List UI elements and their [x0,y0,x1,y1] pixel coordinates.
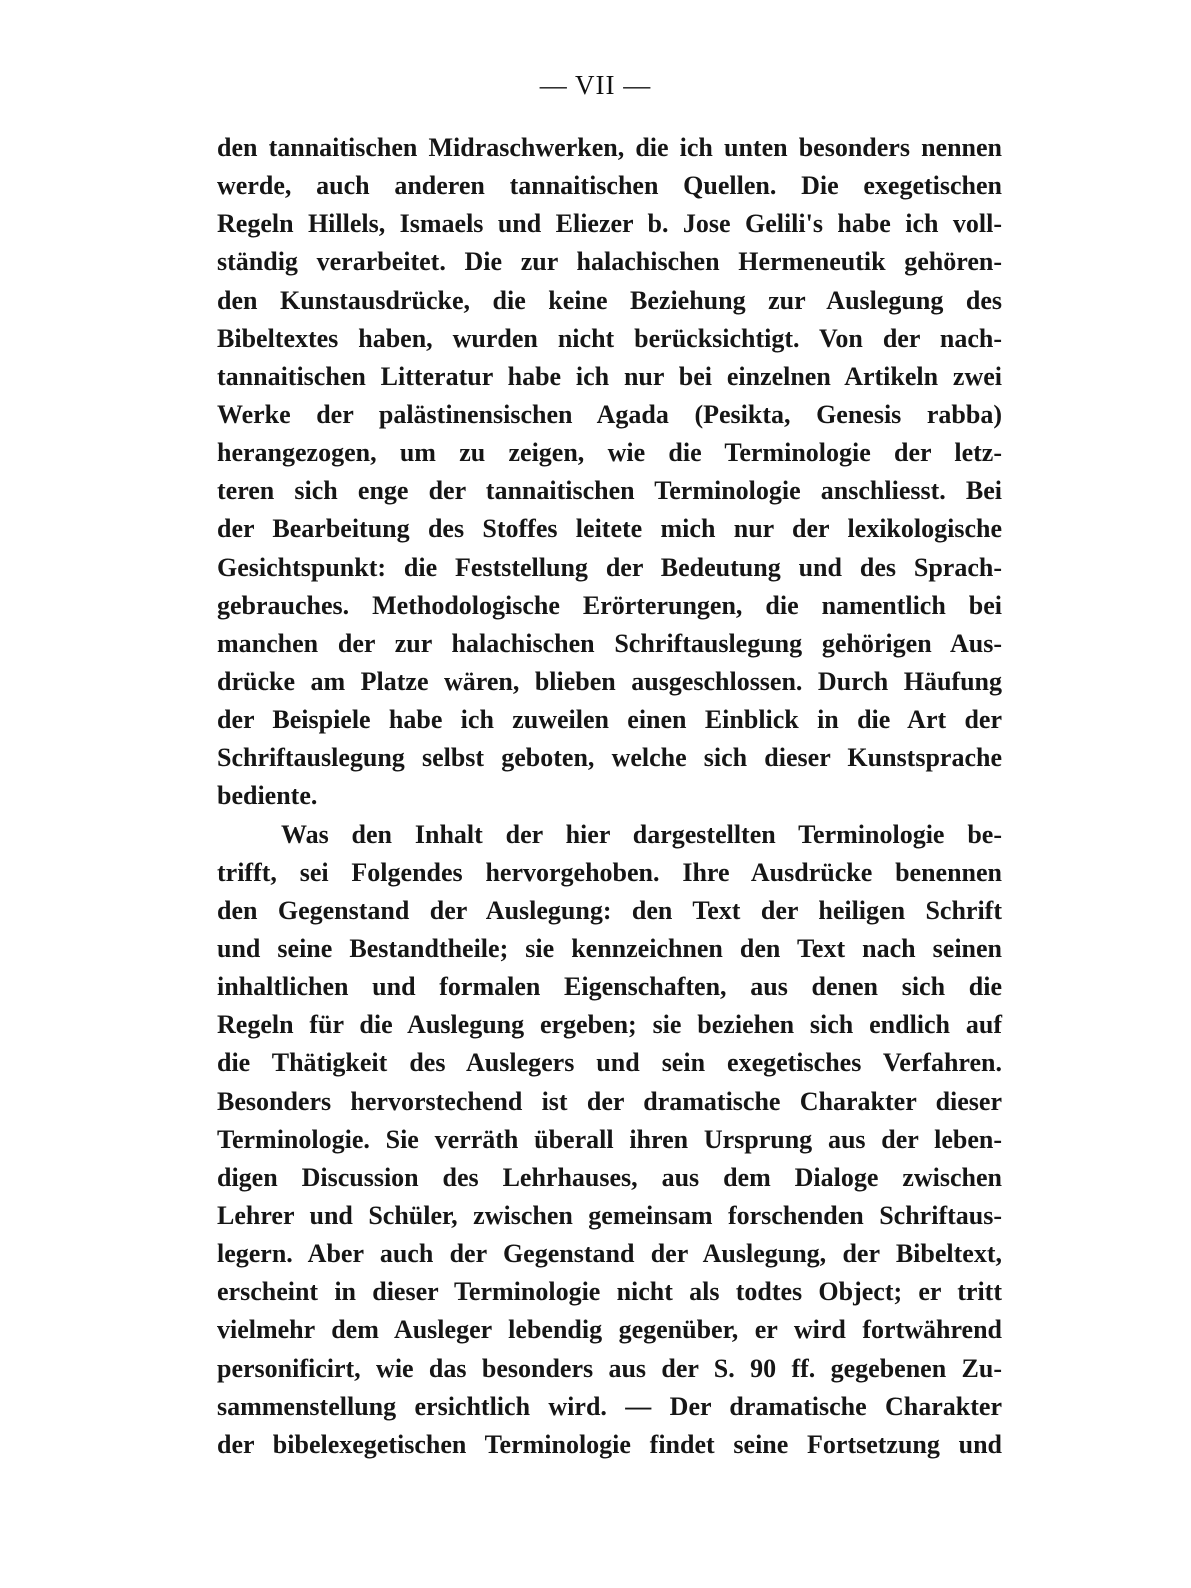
text-line: Besonders hervorstechend ist der dramatische Charakter dieser [217,1086,1002,1116]
text-line: Gesichtspunkt: die Feststellung der Bedeutung und des Sprach- [217,552,1002,582]
text-line: Schriftauslegung selbst geboten, welche sich dieser Kunstsprache [217,743,1002,773]
text-line: die Thätigkeit des Auslegers und sein exegetisches Verfahren. [217,1048,1002,1078]
text-line: Bibeltextes haben, wurden nicht berücksichtigt. Von der nach- [217,323,1002,353]
text-line: vielmehr dem Ausleger lebendig gegenüber, er wird fortwährend [217,1315,1002,1345]
text-line: der Bearbeitung des Stoffes leitete mich nur der lexikologische [217,514,1002,544]
text-line: Lehrer und Schüler, zwischen gemeinsam forschenden Schriftaus- [217,1200,1002,1230]
text-line: werde, auch anderen tannaitischen Quellen. Die exegetischen [217,171,1002,201]
text-line: herangezogen, um zu zeigen, wie die Terminologie der letz- [217,438,1002,468]
paragraph-1 [217,129,1002,816]
text-line: Werke der palästinensischen Agada (Pesikta, Genesis rabba) [217,399,1002,429]
text-line: Regeln Hillels, Ismaels und Eliezer b. Jose Gelili's habe ich voll- [217,209,1002,239]
text-line: den Kunstausdrücke, die keine Beziehung zur Auslegung des [217,285,1002,315]
page-number: — VII — [539,70,652,100]
text-line: erscheint in dieser Terminologie nicht als todtes Object; er tritt [217,1277,1002,1307]
text-line: ständig verarbeitet. Die zur halachischen Hermeneutik gehören- [217,247,1002,277]
text-line: tannaitischen Litteratur habe ich nur bei einzelnen Artikeln zwei [217,361,1002,391]
text-line: bediente. [217,781,318,811]
text-line: sammenstellung ersichtlich wird. — Der dramatische Charakter [217,1391,1002,1421]
text-line: und seine Bestandtheile; sie kennzeichnen den Text nach seinen [217,933,1002,963]
text-line: Regeln für die Auslegung ergeben; sie beziehen sich endlich auf [217,1010,1002,1040]
text-line: drücke am Platze wären, blieben ausgeschlossen. Durch Häufung [217,666,1002,696]
text-line: legern. Aber auch der Gegenstand der Auslegung, der Bibeltext, [217,1239,1002,1269]
text-line: den Gegenstand der Auslegung: den Text der heiligen Schrift [217,895,1002,925]
text-line: Terminologie. Sie verräth überall ihren Ursprung aus der leben- [217,1124,1002,1154]
text-line: der bibelexegetischen Terminologie findet seine Fortsetzung und [217,1429,1002,1459]
text-line: manchen der zur halachischen Schriftauslegung gehörigen Aus- [217,628,1002,658]
text-line: den tannaitischen Midraschwerken, die ich unten besonders nennen [217,133,1002,162]
body-text [217,129,1002,1464]
text-line: personificirt, wie das besonders aus der S. 90 ff. gegebenen Zu- [217,1353,1002,1383]
text-line: der Beispiele habe ich zuweilen einen Einblick in die Art der [217,705,1002,735]
paragraph-2 [217,816,1002,1464]
text-line: gebrauches. Methodologische Erörterungen, die namentlich bei [217,590,1002,620]
text-line: digen Discussion des Lehrhauses, aus dem Dialoge zwischen [217,1162,1002,1192]
text-line: trifft, sei Folgendes hervorgehoben. Ihre Ausdrücke benennen [217,857,1002,887]
text-line: inhaltlichen und formalen Eigenschaften, aus denen sich die [217,972,1002,1002]
text-line: Was den Inhalt der hier dargestellten Terminologie be- [281,819,1002,849]
text-line: teren sich enge der tannaitischen Terminologie anschliesst. Bei [217,476,1002,506]
